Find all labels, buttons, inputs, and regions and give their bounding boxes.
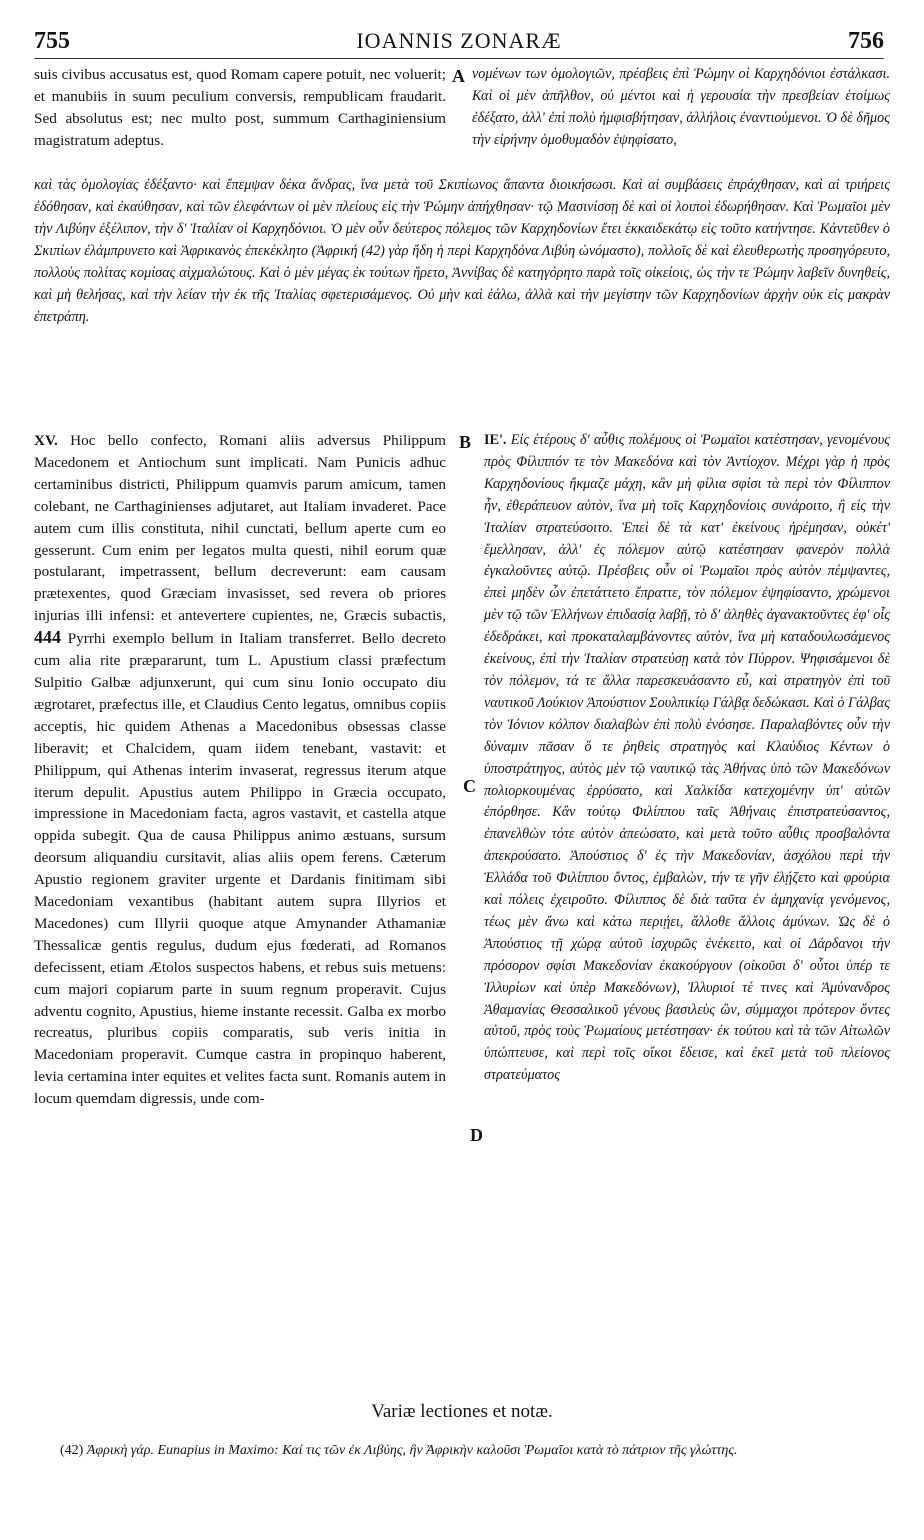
greek-section-text: Εἰς ἑτέρους δ' αὖθις πολέμους οἱ Ῥωμαῖοι κατέστησαν, γενομένους πρὸς Φίλιππόν τε τὸν Μακεδόνα καὶ τὸν Ἀντίοχον. Μέχρι γὰρ ἡ πρὸς Καρχηδονίους ἤκμαζε μάχη, κἂν μὴ φίλια σφίσι τὰ περὶ τὸν Φίλιππον ἦν, ἐθεράπευον αὐτὸν, ἵνα μὴ τοῖς Καρχηδονίοις συνάροιτο, ἢ εἰς τὴν Ἰταλίαν στρατεύσοιτο. Ἐπεὶ δὲ τὰ κατ' ἐκείνους ἠρέμησαν, οὐκέτ' ἔμελλησαν, ἀλλ' ἐς πόλεμον αὐτῷ κατέστησαν φανερὸν πολλὰ ἐγκαλοῦντες αὐτῷ. Πρέσβεις οὖν οἱ Ῥωμαῖοι πρὸς αὐτὸν πέμψαντες, ἐπεὶ μηδὲν ὧν ἐπετάττετο ἔπραττε, τὸν πόλεμον ἐψηφίσαντο, χρώμενοι μὲν τῷ τῶν Ἑλλήνων ἐπιδασίᾳ λαβῇ, τὸ δ' ἀληθὲς ἀγανακτοῦντες ἐφ' οἷς ἐδεδράκει, καὶ προκαταλαμβάνοντες αὐτὸν, ἵνα μὴ καταδουλωσάμενος ἐκείνους, ἐπὶ τὴν Ἰταλίαν στρατεύσῃ κατὰ τὸν Πύρρον. Ψηφισάμενοι δὲ τὸν πόλεμον, τά τε ἄλλα παρεσκευάσαντο εὖ, καὶ στρατηγὸν ἐπὶ τοῦ ναυτικοῦ Λούκιον Ἀπούστιον Σουλπικίῳ Γάλβᾳ δεδώκασι. Καὶ ὁ Γάλβας τὸν Ἰόνιον κόλπον διαλαβὼν ἐπὶ πολὺ ἐνόσησε. Παραλαβόντες οὖν τὴν δύναμιν πᾶσαν ὅ τε ῥηθεὶς στρατηγὸς καὶ Κλαύδιος Κέντων ὁ ὑποστράτηγος, αὐτὸς μὲν τῷ ναυτικῷ τὰς Ἀθήνας ὑπὸ τῶν Μακεδόνων πολιορκουμένας ἐρρύσατο, καὶ Χαλκίδα κατεχομένην ὑπ' αὐτῶν ἐπόρθησε. Κἂν τούτῳ Φιλίππου ταῖς Ἀθήναις ἐπιστρατεύσαντος, ἐπανελθὼν τότε αὐτὸν ἀπεώσατο, καὶ μετὰ τοῦτο αὖθις προσβαλόντα ἀπεκρούσατο. Ἀπούστιος δ' ἐς τὴν Μακεδονίαν, ἀσχόλου περὶ τὴν Ἑλλάδα τοῦ Φιλίππου ὄντος, ἐμβαλὼν, τήν τε γῆν ἐλῄζετο καὶ φρούρια καὶ πόλεις ἐχειροῦτο. Φίλιππος δὲ διὰ ταῦτα ἐν ἀμηχανίᾳ γενόμενος, τέως μὲν ἄνω καὶ κάτω περιῄει, ἄλλοθε ἄλλοις ἀμύνων. Ὡς δὲ ὁ Ἀπούστιος τῇ χώρᾳ αὐτοῦ ἰσχυρῶς ἐνέκειτο, καὶ οἱ Δάρδανοι τὴν πρόσορον σφίσι Μακεδονίαν ἐκακούργουν (οἰκοῦσι δ' οὗτοι ὑπέρ τε Ἰλλυρίων καὶ ὑπὲρ Μακεδόνων), Ἰλλυριοί τέ τινες καὶ Ἀμύνανδρος Ἀθαμανίας Θεσσαλικοῦ γένους βασιλεὺς ὢν, σύμμαχοι πρότερον ὄντες αὐτοῦ, πρὸς τοὺς Ῥωμαίους μετέστησαν· ἐκ τούτου καὶ τὰ τῶν Αἰτωλῶν ὑπώπτευσε, καὶ περὶ τοῖς οἴκοι ἔδεισε, καὶ ἐκεῖ μετὰ τοῦ πλείονος στρατεύματος [484,432,890,1084]
latin-column-top [34,64,446,152]
margin-letter-b: B [459,432,472,452]
greek-fullwidth-text: καὶ τὰς ὁμολογίας ἐδέξαντο· καὶ ἔπεμψαν δέκα ἄνδρας, ἵνα μετὰ τοῦ Σκιπίωνος ἅπαντα διοικήσωσι. Καὶ αἱ συμβάσεις ἐπράχθησαν, καὶ αἱ τριήρεις ἐδόθησαν, καὶ ἐκαύθησαν, καὶ τῶν ἐλεφάντων οἱ μὲν πλείους εἰς τὴν Ῥώμην ἀπήχθησαν· τῷ Μασινίσσῃ δὲ καὶ οἱ λοιποὶ ἐδωρήθησαν. Καὶ Ῥωμαῖοι μὲν τὴν Λιβύην ἐξέλιπον, τὴν δ' Ἰταλίαν οἱ Καρχηδόνιοι. Ὁ μὲν οὖν δεύτερος πόλεμος τῶν Καρχηδονίων ἔτει ἑκκαιδεκάτῳ εἰς τοῦτο κατήντησε. Κἀντεῦθεν ὁ Σκιπίων ἐλάμπρυνετο καὶ Ἀφρικανὸς ἐπεκέκλητο (Ἀφρική [34,177,890,259]
greek-column-section-xv [484,430,890,1087]
latin-column-section-xv [34,430,446,1110]
greek-text-top: νομένων των ὁμολογιῶν, πρέσβεις ἐπὶ Ῥώμην οἱ Καρχηδόνιοι ἐστάλκασι. Καὶ οἱ μὲν ἀπῆλθον, οὐ μέντοι καὶ ἡ γερουσία τὴν πρεσβείαν ἑτοίμως ἐδέξατο, ἀλλ' ἐπὶ πολὺ ἠμφισβήτησαν, ἀλλήλοις ἐναντιούμενοι. Ὁ δὲ δῆμος τὴν εἰρήνην ὁμοθυμαδὸν ἐψηφίσατο, [472,66,890,148]
margin-letter-d: D [470,1125,483,1145]
inline-column-number: 444 [34,627,61,648]
latin-section-text-continued: Pyrrhi exemplo bellum in Italiam transferret. Bello decreto cum alia rite præpararunt, tum L. Apustium classi præfectum Sulpitio Galbæ adjunxerunt, qui cum sinu Ionio occupato diu ægrotaret, præfectus ille, et Claudius Cento legatus, omnibus copiis acceptis, hic quidem Athenas a Macedonibus obsessas classe liberavit; et Chalcidem, quam iidem tenebant, vastavit: et Philippum, qui Athenas interim invaserat, regressus iterum atque iterum depulit. Apustius autem Philippo in Græcia occupato, impressione in Macedoniam facta, agros vastavit, et castella atque oppida subegit. Qua de causa Philippus animo æstuans, sursum deorsum aliquandiu cursitavit, alias aliis opem ferens. Cæterum Apustio regionem graviter urgente et Dardanis finitimam sibi Macedoniam vexantibus (habitant autem supra Illyrios et Macedones) cum Illyrii quoque atque Amynander Athamaniæ Thessalicæ gentis regulus, dudum ejus fœderati, ad Romanos defecissent, etiam Ætolos suspectos habens, et rebus suis metuens: cum majori copiarum parte in suum regnum properavit. Cujus adventu cognito, Apustius, hieme instante recessit. Galba ex morbo recreatus, pluribus copiis comparatis, sub veris initia in Macedoniam properavit. Cumque castra in propinquo haberent, levia certamina inter equites et velites facta sunt. Romanis autem in locum quemdam digressis, unde com- [34,630,447,1108]
greek-fullwidth-passage [34,174,890,328]
margin-letter-c: C [463,776,476,796]
running-header [34,28,884,59]
footnote [60,1440,890,1461]
notes-heading: Variæ lectiones et notæ. [371,1401,553,1422]
greek-section-number: ΙΕ'. [484,432,507,448]
greek-column-top [472,64,890,152]
footnote-ref: (42) [60,1443,84,1458]
page-number-right: 756 [848,28,884,54]
latin-text-top: suis civibus accusatus est, quod Romam capere potuit, nec voluerit; et manubiis in suum peculium conversis, rempublicam fraudarit. Sed absolutus est; nec multo post, summum Carthaginiensium magistratum adeptus. [34,66,446,149]
note-reference: (42) [361,243,385,259]
latin-section-number: XV. [34,432,58,449]
latin-section-text: Hoc bello confecto, Romani aliis adversus Philippum Macedonem et Antiochum sunt implicati. Nam Punicis adhuc certaminibus districti, Philippum quamvis parum amicum, tamen colebant, ne Carthaginienses adjutaret, aut Italiam invaderet. Pace autem cum illis constituta, nihil cunctati, bellum aperte cum eo gesserunt. Cum enim per legatos multa questi, nihil eorum quæ postularant, impetrassent, bellum decreverunt: eam causam prætexentes, quod Græciam invasisset, sed revera ob priores injurias illi infensi: et anteverterе cupientes, ne, Græcis subactis, [34,432,446,625]
margin-letter-a: A [452,66,465,86]
page-number-left: 755 [34,28,70,54]
greek-fullwidth-text-continued: γὰρ ἤδη ἡ περὶ Καρχηδόνα Λιβύη ὠνόμαστο), πολλοῖς δὲ καὶ ἐλευθερωτὴς προσηγόρευτο, πολλοὺς πολίτας κομίσας αἰχμαλώτους. Καὶ ὁ μὲν μέγας ἐκ τούτων ἤρετο, Ἀννίβας δὲ κατηγόρητο παρὰ τοῖς οἰκείοις, ὡς τὴν τε Ῥώμην λαβεῖν δυνηθείς, καὶ μὴ θελήσας, καὶ τὴν λείαν τὴν ἐκ τῆς Ἰταλίας σφετερισάμενος. Οὐ μὴν καὶ ἑάλω, ἀλλὰ καὶ τὴν μεγίστην τῶν Καρχηδονίων ἀρχὴν οὐκ εἰς μακρὰν ἐπετράπη. [34,243,891,325]
footnote-text: Ἀφρικὴ γάρ. Eunapius in Maximo: Καί τις τῶν ἐκ Λιβύης, ἣν Ἀφρικὴν καλοῦσι Ῥωμαῖοι κατὰ τὸ πάτριον τῆς γλώττης. [86,1443,738,1458]
running-title: IOANNIS ZONARÆ [356,28,562,53]
